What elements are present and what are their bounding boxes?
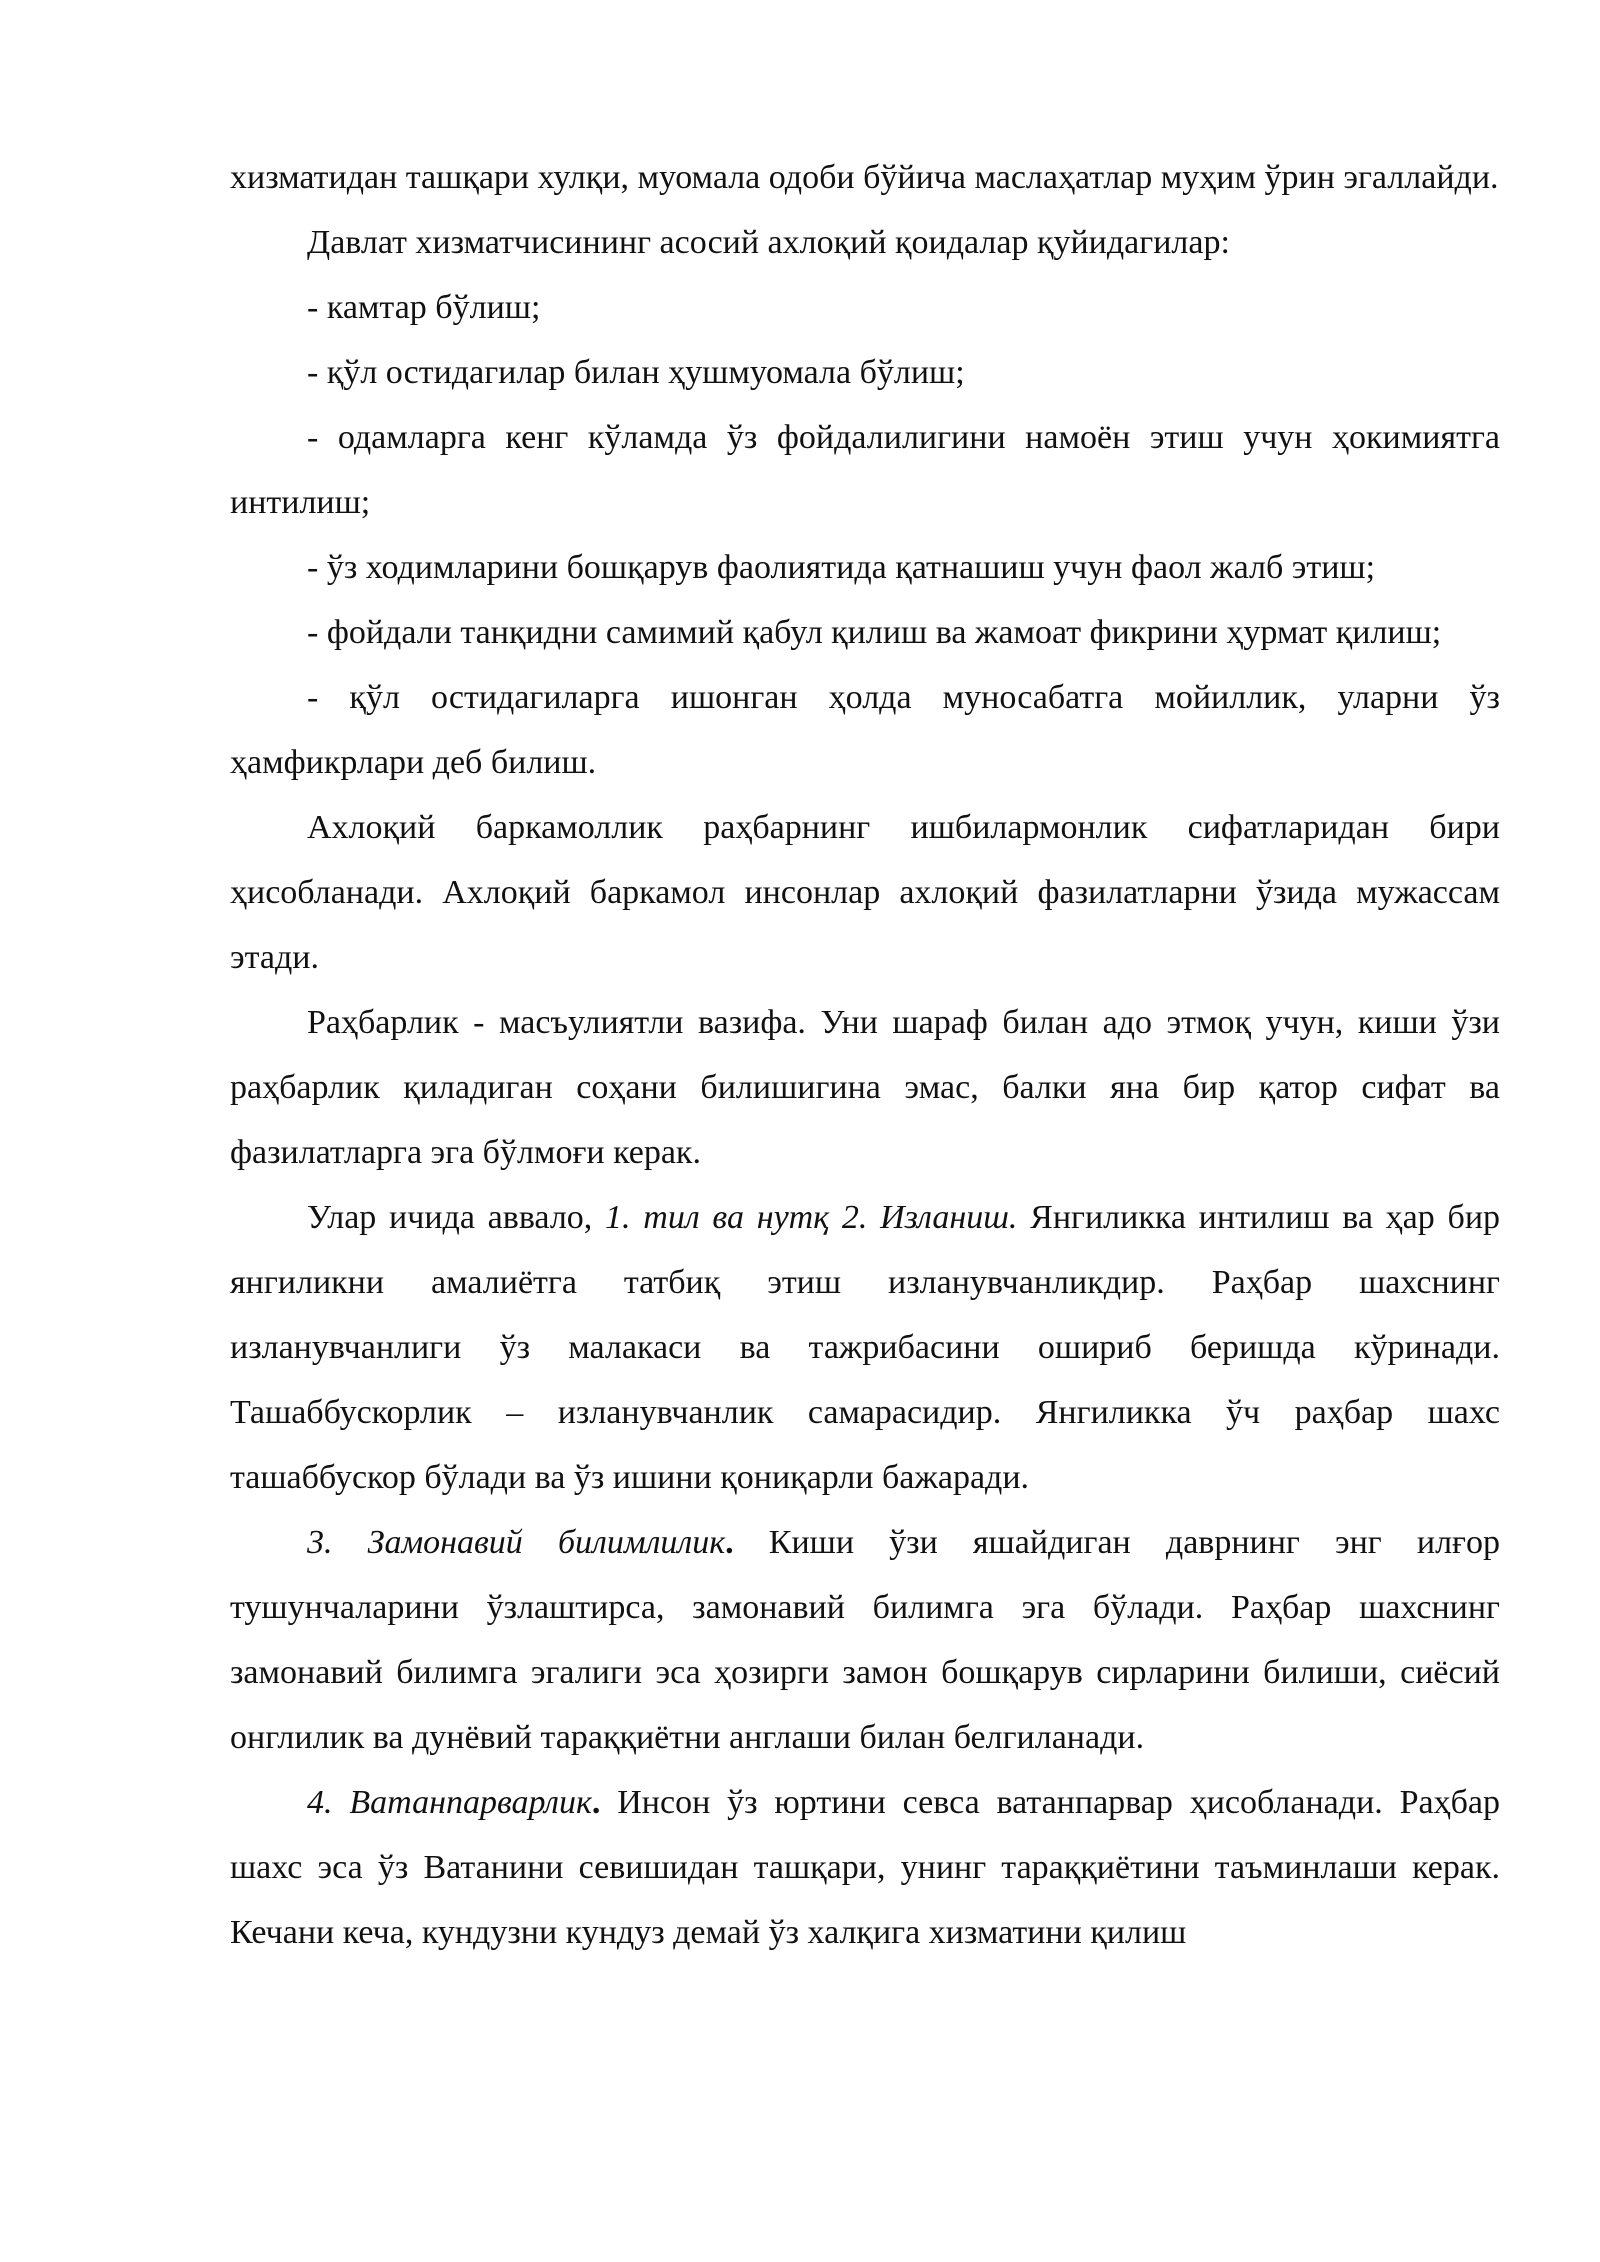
paragraph-qualities-italic: 1. тил ва нутқ 2. Изланиш.	[605, 1199, 1018, 1236]
paragraph-rules-intro: Давлат хизматчисининг асосий ахлоқий қоидалар қуйидагилар:	[307, 224, 1230, 261]
paragraph-patriotism-rest: Инсон ўз юртини севса ватанпарвар ҳисобланади. Раҳбар шахс эса ўз Ватанини севишидан ташқари, унинг тараққиётини таъминлаши керак. Кечани кеча, кундузни кундуз демай ўз халқига хизматини қилиш	[230, 1784, 1500, 1951]
list-item: - ўз ходимларини бошқарув фаолиятида қатнашиш учун фаол жалб этиш;	[307, 549, 1376, 586]
paragraph-patriotism-heading: 4. Ватанпарварлик	[307, 1784, 592, 1821]
list-item: - қўл остидагилар билан ҳушмуомала бўлиш;	[307, 354, 965, 391]
paragraph-modern-knowledge	[230, 1510, 1500, 1770]
paragraph-leadership: Раҳбарлик - масъулиятли вазифа. Уни шараф билан адо этмоқ учун, киши ўзи раҳбарлик қиладиган соҳани билишигина эмас, балки яна бир қатор сифат ва фазилатларга эга бўлмоғи керак.	[230, 1004, 1500, 1171]
paragraph-qualities	[230, 1185, 1500, 1510]
paragraph-qualities-rest: Янгиликка интилиш ва ҳар бир янгиликни амалиётга татбиқ этиш изланувчанликдир. Раҳбар шахснинг изланувчанлиги ўз малакаси ва тажрибасини ошириб беришда кўринади. Ташаббускорлик – изланувчанлик самарасидир. Янгиликка ўч раҳбар шахс ташаббускор бўлади ва ўз ишини қониқарли бажаради.	[230, 1199, 1501, 1496]
paragraph-modern-knowledge-heading: 3. Замонавий билимлилик	[307, 1524, 726, 1561]
list-item: - одамларга кенг кўламда ўз фойдалилигини намоён этиш учун ҳокимиятга интилиш;	[230, 419, 1500, 521]
paragraph-moral-perfection: Ахлоқий баркамоллик раҳбарнинг ишбилармонлик сифатларидан бири ҳисобланади. Ахлоқий баркамол инсонлар ахлоқий фазилатларни ўзида мужассам этади.	[230, 809, 1500, 976]
list-item: - қўл остидагиларга ишонган ҳолда муносабатга мойиллик, уларни ўз ҳамфикрлари деб билиш.	[230, 679, 1500, 781]
list-item: - фойдали танқидни самимий қабул қилиш ва жамоат фикрини ҳурмат қилиш;	[307, 614, 1442, 651]
paragraph-patriotism-dot: .	[591, 1784, 601, 1821]
list-item: - камтар бўлиш;	[307, 289, 541, 326]
paragraph-continuation: хизматидан ташқари хулқи, муомала одоби бўйича маслаҳатлар муҳим ўрин эгаллайди.	[230, 159, 1499, 196]
paragraph-modern-knowledge-rest: Киши ўзи яшайдиган даврнинг энг илғор тушунчаларини ўзлаштирса, замонавий билимга эга бўлади. Раҳбар шахснинг замонавий билимга эгалиги эса ҳозирги замон бошқарув сирларини билиши, сиёсий онглилик ва дунёвий тараққиётни англаши билан белгиланади.	[230, 1524, 1500, 1756]
paragraph-qualities-lead: Улар ичида аввало,	[307, 1199, 606, 1236]
paragraph-patriotism	[230, 1770, 1500, 1965]
paragraph-modern-knowledge-dot: .	[725, 1524, 734, 1561]
document-body	[230, 145, 1500, 1965]
